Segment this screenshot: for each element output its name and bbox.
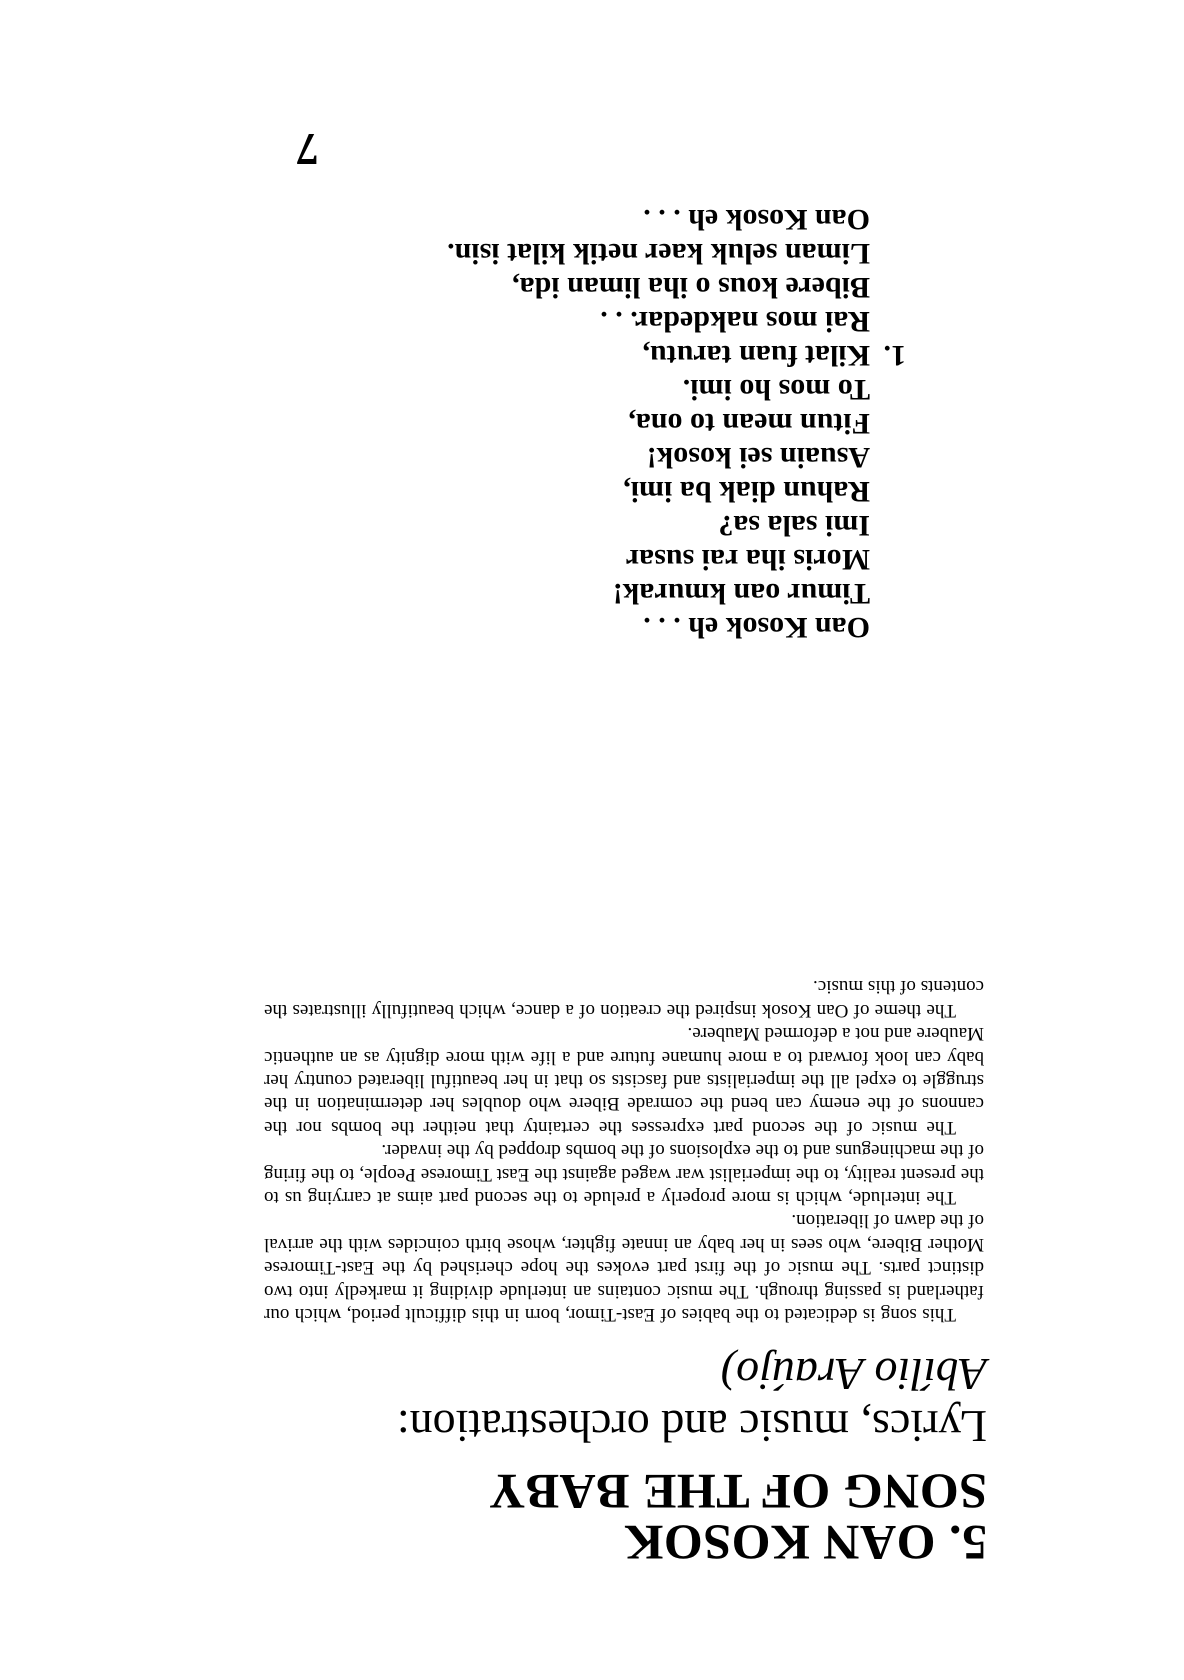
lyric-line: [447, 270, 870, 304]
lyric-line: [447, 610, 870, 644]
song-description: [264, 975, 984, 1326]
lyric-line: [447, 338, 906, 372]
lyric-line: [447, 542, 870, 576]
lyric-line: [447, 202, 870, 236]
description-paragraph: The theme of Oan Kosok inspired the creation of a dance, which beautifully illustrates the contents of this music.: [264, 976, 984, 1021]
lyric-text: Rai mos nakdedar. . .: [600, 305, 870, 338]
description-paragraph: This song is dedicated to the babies of East-Timor, born in this difficult period, which our fatherland is passing through. The music contains an interlude dividing it markedly into two distinct parts. The music of the first part evokes the hope cherished by the East-Timorese Mother Bibere, who sees in her baby an innate fighter, whose birth coincides with the arrival of the dawn of liberation.: [264, 1210, 984, 1325]
lyric-line: [447, 406, 870, 440]
lyric-line: [447, 508, 870, 542]
lyric-text: Asuain sei kosok!: [646, 441, 870, 474]
lyric-text: Imi sala sa?: [718, 509, 870, 542]
verse-number: 1.: [883, 339, 906, 372]
description-paragraph: The interlude, which is more properly a prelude to the second part aims at carrying us to the present reality, to the imperialist war waged against the East Timorese People, to the firing of the machineguns and to the explosions of the bombs dropped by the invader.: [264, 1140, 984, 1208]
song-title-line-1: 5. OAN KOSOK: [624, 1515, 987, 1571]
description-paragraph: The music of the second part expresses the certainty that neither the bombs nor the cannons of the enemy can bend the comrade Bibere who doubles her determination in the struggle to expel all the imperialists and fascists so that in her beautiful liberated country her baby can look forward to a more humane future and a life with more dignity as an authentic Maubere and not a deformed Maubere.: [264, 1023, 984, 1138]
song-lyrics: [447, 202, 906, 644]
page-number: 7: [296, 124, 319, 175]
credits-label: Lyrics, music and orchestration:: [396, 1401, 987, 1452]
lyric-line: [447, 576, 870, 610]
lyric-text: Bibere kous o iha liman ida,: [512, 271, 870, 304]
credits-author: Abílio Araújo): [720, 1349, 987, 1400]
lyric-text: Kilat fuan tarutu,: [642, 339, 870, 372]
lyric-text: To mos ho imi.: [682, 373, 870, 406]
lyric-text: Timur oan kmurak!: [612, 577, 870, 610]
lyric-text: Rahun diak ba imi,: [623, 475, 870, 508]
song-title: [488, 1464, 987, 1571]
song-title-line-2: SONG OF THE BABY: [488, 1464, 987, 1520]
lyric-line: [447, 304, 870, 338]
lyric-text: Oan Kosok eh . . .: [643, 203, 870, 236]
song-credits: [397, 1348, 987, 1452]
lyric-text: Fitun mean to ona,: [628, 407, 870, 440]
lyric-text: Oan Kosok eh . . .: [643, 611, 870, 644]
lyric-text: Moris iha rai susar: [625, 543, 870, 576]
lyric-text: Liman seluk kaer netik kilat isin.: [447, 237, 870, 270]
lyric-line: [447, 474, 870, 508]
lyric-line: [447, 236, 870, 270]
lyric-line: [447, 440, 870, 474]
lyric-line: [447, 372, 870, 406]
